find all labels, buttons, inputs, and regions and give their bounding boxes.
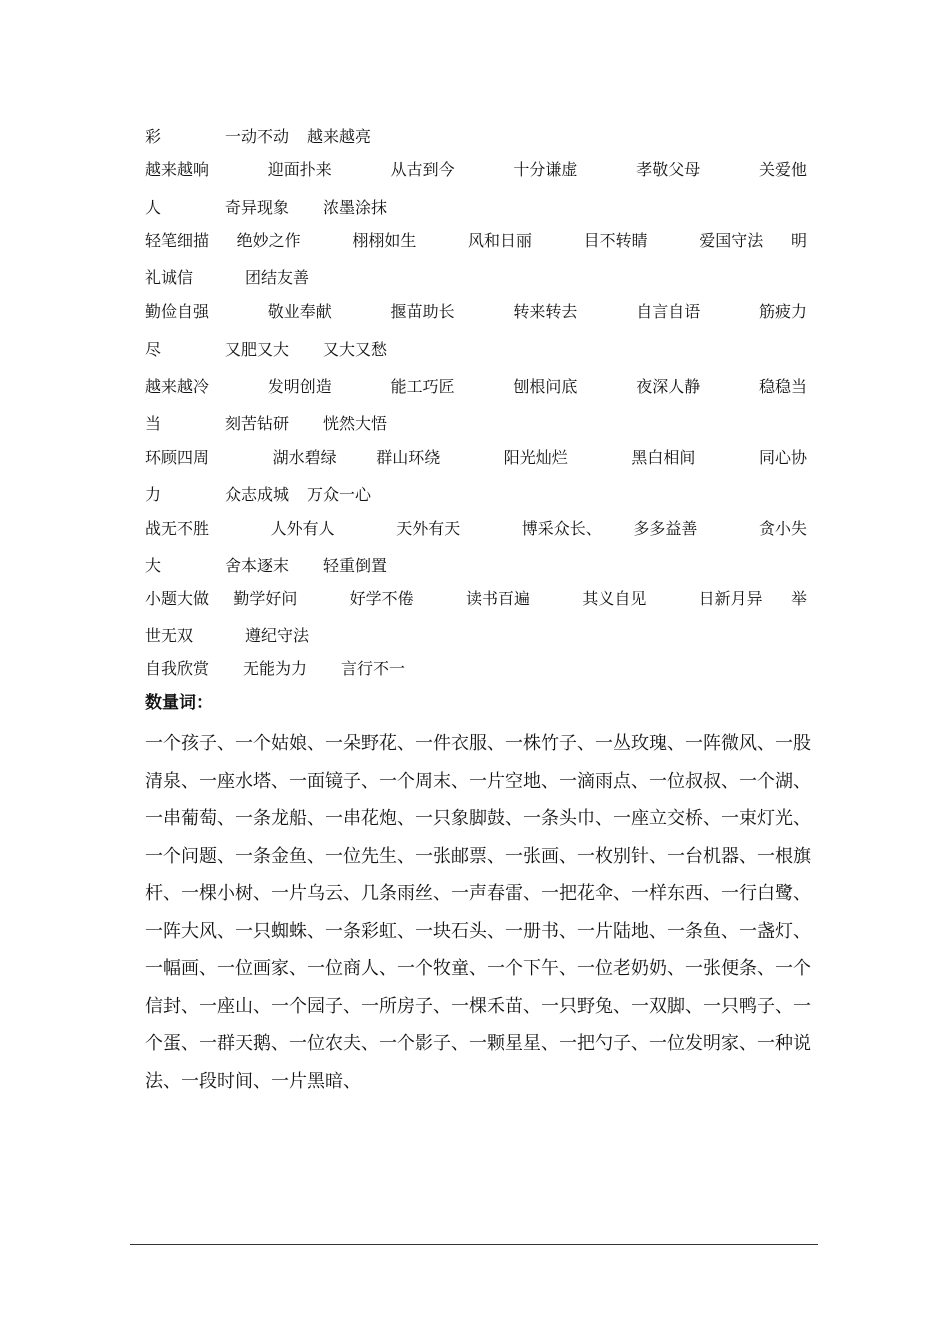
idiom-word: 彩 [145,127,162,146]
idiom-word: 奇异现象 [225,198,290,217]
idiom-word: 转来转去 [513,302,578,321]
quantifier-line: 杆、一棵小树、一片乌云、几条雨丝、一声春雷、一把花伞、一样东西、一行白鹭、 [145,883,811,904]
idiom-word: 越来越亮 [307,127,372,146]
quantifier-line: 法、一段时间、一片黑暗、 [145,1070,361,1092]
idiom-word: 小题大做 [145,589,210,608]
idiom-word: 夜深人静 [636,377,701,396]
idiom-word: 好学不倦 [349,589,414,608]
idiom-word: 发明创造 [267,377,332,396]
idiom-word: 关爱他 [758,160,807,179]
idiom-word: 目不转睛 [583,231,648,250]
section-title: 数量词： [145,693,213,713]
quantifier-line: 一阵大风、一只蜘蛛、一条彩虹、一块石头、一册书、一片陆地、一条鱼、一盏灯、 [145,920,811,942]
idiom-word: 战无不胜 [145,519,210,538]
idiom-word: 勤俭自强 [145,302,210,321]
idiom-line [145,589,807,609]
idiom-word: 敬业奉献 [267,302,332,321]
idiom-word: 孝敬父母 [636,160,701,179]
quantifier-line: 一串葡萄、一条龙船、一串花炮、一只象脚鼓、一条头巾、一座立交桥、一束灯光、 [145,808,811,829]
idiom-word: 轻重倒置 [323,556,388,575]
quantifier-paragraph [145,725,810,1100]
idiom-line [145,519,807,539]
quantifier-line: 一个孩子、一个姑娘、一朵野花、一件衣服、一株竹子、一丛玫瑰、一阵微风、一股 [145,733,811,754]
idiom-word: 自我欣赏 [145,659,210,678]
idiom-line [145,231,807,251]
quantifier-line: 信封、一座山、一个园子、一所房子、一棵禾苗、一只野兔、一双脚、一只鸭子、一 [145,995,811,1017]
idiom-word: 舍本逐末 [225,556,290,575]
idiom-word: 遵纪守法 [245,626,310,645]
idiom-word: 群山环绕 [376,448,441,467]
footer-divider [130,1244,818,1245]
idiom-word: 轻笔细描 [145,231,210,250]
idiom-line [145,160,807,180]
idiom-line [145,485,807,505]
idiom-word: 众志成城 [225,485,290,504]
idiom-word: 礼诚信 [145,268,194,287]
idiom-word: 环顾四周 [145,448,210,467]
idiom-word: 力 [145,485,162,504]
idiom-word: 稳稳当 [758,377,807,396]
idiom-word: 爱国守法 [699,231,764,250]
idiom-word: 一动不动 [225,127,290,146]
idiom-word: 恍然大悟 [323,414,388,433]
idiom-line [145,268,807,288]
idiom-word: 大 [145,556,162,575]
idiom-word: 日新月异 [698,589,763,608]
idiom-word: 同心协 [758,448,807,467]
quantifier-line: 一幅画、一位画家、一位商人、一个牧童、一个下午、一位老奶奶、一张便条、一个 [145,958,811,979]
idiom-word: 人外有人 [270,519,335,538]
idiom-word: 贪小失 [758,519,807,538]
idiom-word: 从古到今 [390,160,455,179]
idiom-word: 博采众长、 [521,519,602,538]
idiom-word: 无能为力 [243,659,308,678]
idiom-line [145,414,807,434]
idiom-word: 风和日丽 [467,231,532,250]
idiom-word: 万众一心 [307,485,372,504]
idiom-line [145,302,807,322]
idiom-word: 筋疲力 [758,302,807,321]
idiom-line [145,448,807,468]
idiom-word: 自言自语 [636,302,701,321]
idiom-word: 团结友善 [245,268,310,287]
quantifier-line: 个蛋、一群天鹅、一位农夫、一个影子、一颗星星、一把勺子、一位发明家、一种说 [145,1033,811,1054]
idiom-line [145,659,807,679]
idiom-word: 刻苦钻研 [225,414,290,433]
idiom-word: 栩栩如生 [352,231,417,250]
idiom-line [145,377,807,397]
idiom-word: 越来越冷 [145,377,210,396]
idiom-word: 绝妙之作 [236,231,301,250]
quantifier-line: 清泉、一座水塔、一面镜子、一个周末、一片空地、一滴雨点、一位叔叔、一个湖、 [145,770,811,792]
idiom-line [145,626,807,646]
idiom-word: 揠苗助长 [390,302,455,321]
idiom-word: 当 [145,414,162,433]
idiom-word: 又肥又大 [225,340,290,359]
idiom-word: 明 [790,231,807,250]
idiom-word: 湖水碧绿 [272,448,337,467]
idiom-word: 言行不一 [341,659,406,678]
idiom-word: 越来越响 [145,160,210,179]
idiom-word: 刨根问底 [513,377,578,396]
idiom-word: 能工巧匠 [390,377,455,396]
idiom-word: 迎面扑来 [267,160,332,179]
idiom-line [145,340,807,360]
idiom-word: 尽 [145,340,162,359]
idiom-word: 黑白相间 [631,448,696,467]
idiom-word: 多多益善 [633,519,698,538]
idiom-word: 勤学好问 [233,589,298,608]
idiom-line [145,198,807,218]
idiom-line [145,556,807,576]
idiom-word: 举 [790,589,807,608]
idiom-word: 阳光灿烂 [503,448,568,467]
idiom-word: 人 [145,198,162,217]
idiom-word: 其义自见 [582,589,647,608]
idiom-line [145,127,807,147]
idiom-word: 浓墨涂抹 [323,198,388,217]
idiom-word: 十分谦虚 [513,160,578,179]
idiom-word: 又大又愁 [323,340,388,359]
idiom-word: 天外有天 [396,519,461,538]
idiom-word: 世无双 [145,626,194,645]
quantifier-line: 一个问题、一条金鱼、一位先生、一张邮票、一张画、一枚别针、一台机器、一根旗 [145,845,811,867]
idiom-word: 读书百遍 [465,589,530,608]
